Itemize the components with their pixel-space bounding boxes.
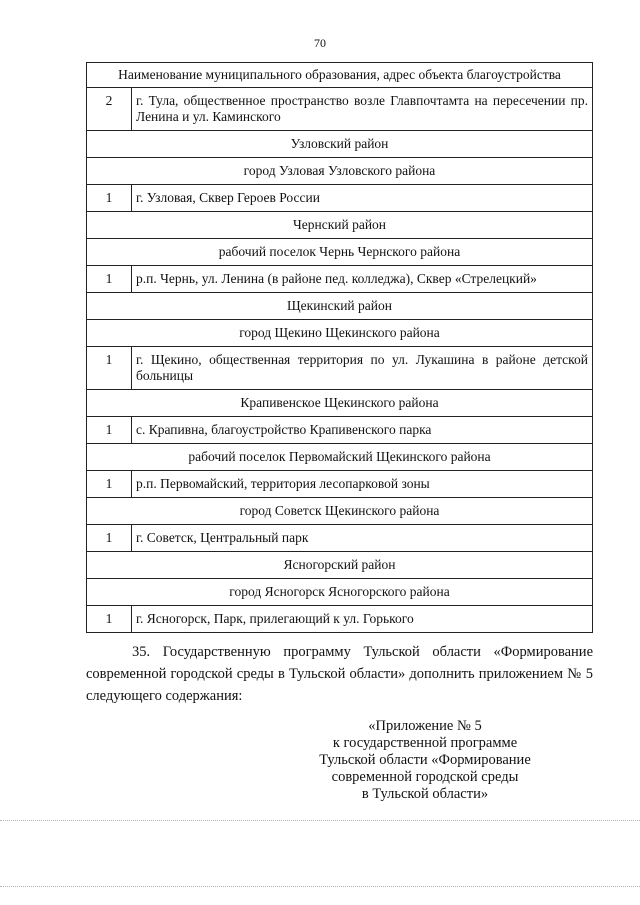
scan-artifact-line	[0, 886, 640, 887]
object-address: г. Ясногорск, Парк, прилегающий к ул. Горького	[132, 606, 593, 633]
district-row	[87, 131, 593, 158]
appendix-line: к государственной программе	[332, 735, 518, 751]
municipality-row	[87, 444, 593, 471]
object-address: р.п. Первомайский, территория лесопарковой зоны	[132, 471, 593, 498]
appendix-line: «Приложение № 5	[368, 718, 482, 734]
municipal-objects-table	[86, 62, 593, 633]
district-row	[87, 293, 593, 320]
appendix-line: современной городской среды	[331, 769, 519, 785]
amendment-paragraph: 35. Государственную программу Тульской области «Формирование современной городской среды в Тульской области» дополнить приложением № 5 следующего содержания:	[86, 644, 593, 704]
municipality-name: город Ясногорск Ясногорского района	[87, 579, 593, 606]
table-header-row	[87, 63, 593, 88]
municipality-row	[87, 498, 593, 525]
district-name: Узловский район	[87, 131, 593, 158]
row-number: 1	[87, 606, 132, 633]
municipality-name: рабочий поселок Первомайский Щекинского района	[87, 444, 593, 471]
municipality-name: город Узловая Узловского района	[87, 158, 593, 185]
district-row	[87, 212, 593, 239]
municipality-name: Крапивенское Щекинского района	[87, 390, 593, 417]
object-address: г. Советск, Центральный парк	[132, 525, 593, 552]
table-row	[87, 347, 593, 390]
table-row	[87, 88, 593, 131]
row-number: 1	[87, 525, 132, 552]
municipality-row	[87, 158, 593, 185]
object-address: р.п. Чернь, ул. Ленина (в районе пед. колледжа), Сквер «Стрелецкий»	[132, 266, 593, 293]
municipality-row	[87, 390, 593, 417]
row-number: 1	[87, 417, 132, 444]
appendix-line: Тульской области «Формирование	[319, 752, 531, 768]
appendix-heading	[290, 718, 560, 803]
table-row	[87, 471, 593, 498]
row-number: 1	[87, 185, 132, 212]
row-number: 1	[87, 266, 132, 293]
scan-artifact-line	[0, 820, 640, 821]
district-name: Щекинский район	[87, 293, 593, 320]
table-row	[87, 417, 593, 444]
municipality-name: город Советск Щекинского района	[87, 498, 593, 525]
page-number: 70	[314, 36, 326, 50]
district-name: Ясногорский район	[87, 552, 593, 579]
table-row	[87, 185, 593, 212]
object-address: г. Тула, общественное пространство возле Главпочтамта на пересечении пр. Ленина и ул. Каминского	[132, 88, 593, 131]
row-number: 1	[87, 471, 132, 498]
row-number: 2	[87, 88, 132, 131]
municipality-row	[87, 239, 593, 266]
municipality-row	[87, 579, 593, 606]
object-address: с. Крапивна, благоустройство Крапивенского парка	[132, 417, 593, 444]
municipality-name: город Щекино Щекинского района	[87, 320, 593, 347]
object-address: г. Щекино, общественная территория по ул. Лукашина в районе детской больницы	[132, 347, 593, 390]
municipality-name: рабочий поселок Чернь Чернского района	[87, 239, 593, 266]
municipality-row	[87, 320, 593, 347]
appendix-line: в Тульской области»	[361, 786, 489, 802]
table-row	[87, 266, 593, 293]
district-name: Чернский район	[87, 212, 593, 239]
row-number: 1	[87, 347, 132, 390]
table-row	[87, 606, 593, 633]
table-header-cell: Наименование муниципального образования, адрес объекта благоустройства	[87, 63, 593, 88]
district-row	[87, 552, 593, 579]
table-row	[87, 525, 593, 552]
object-address: г. Узловая, Сквер Героев России	[132, 185, 593, 212]
